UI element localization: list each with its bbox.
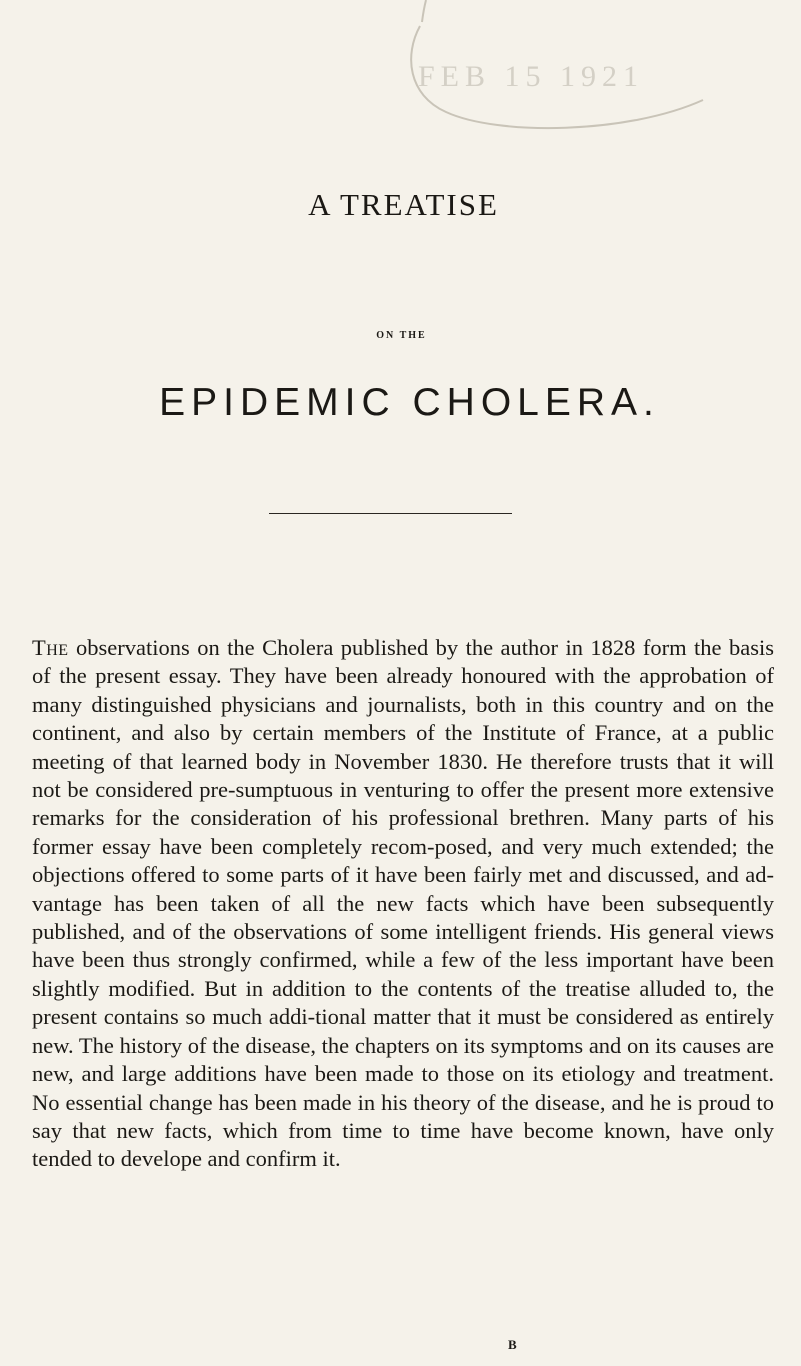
stamp-date: FEB 15 1921 (418, 60, 645, 93)
title-rule (269, 513, 512, 514)
body-first-word: The (32, 635, 69, 660)
title-connector: ON THE (376, 330, 427, 341)
body-paragraph (32, 634, 774, 1174)
library-stamp (398, 0, 728, 140)
signature-mark: B (508, 1337, 518, 1352)
body-text: observations on the Cholera published by the author in 1828 form the basis of the present essay. They have been already honoured with the approbation of many distinguished physicians and journalists, both in this country and on the continent, and also by certain members of the Institute of France, at a public meeting of that learned body in November 1830. He therefore trusts that it will not be considered pre-sumptuous in venturing to offer the present more extensive remarks for the consideration of his professional brethren. Many parts of his former essay have been completely recom-posed, and very much extended; the objections offered to some parts of it have been fairly met and discussed, and ad-vantage has been taken of all the new facts which have been subsequently published, and of the observations of some intelligent friends. His general views have been thus strongly confirmed, while a few of the less important have been slightly modified. But in addition to the contents of the treatise alluded to, the present contains so much addi-tional matter that it must be considered as entirely new. The history of the disease, the chapters on its symptoms and on its causes are new, and large additions have been made to those on its etiology and treatment. No essential change has been made in his theory of the disease, and he is proud to say that new facts, which from time to time have become known, have only tended to develope and confirm it. (32, 635, 774, 1172)
title-main: A TREATISE (308, 187, 499, 222)
title-subject: EPIDEMIC CHOLERA. (159, 381, 660, 424)
